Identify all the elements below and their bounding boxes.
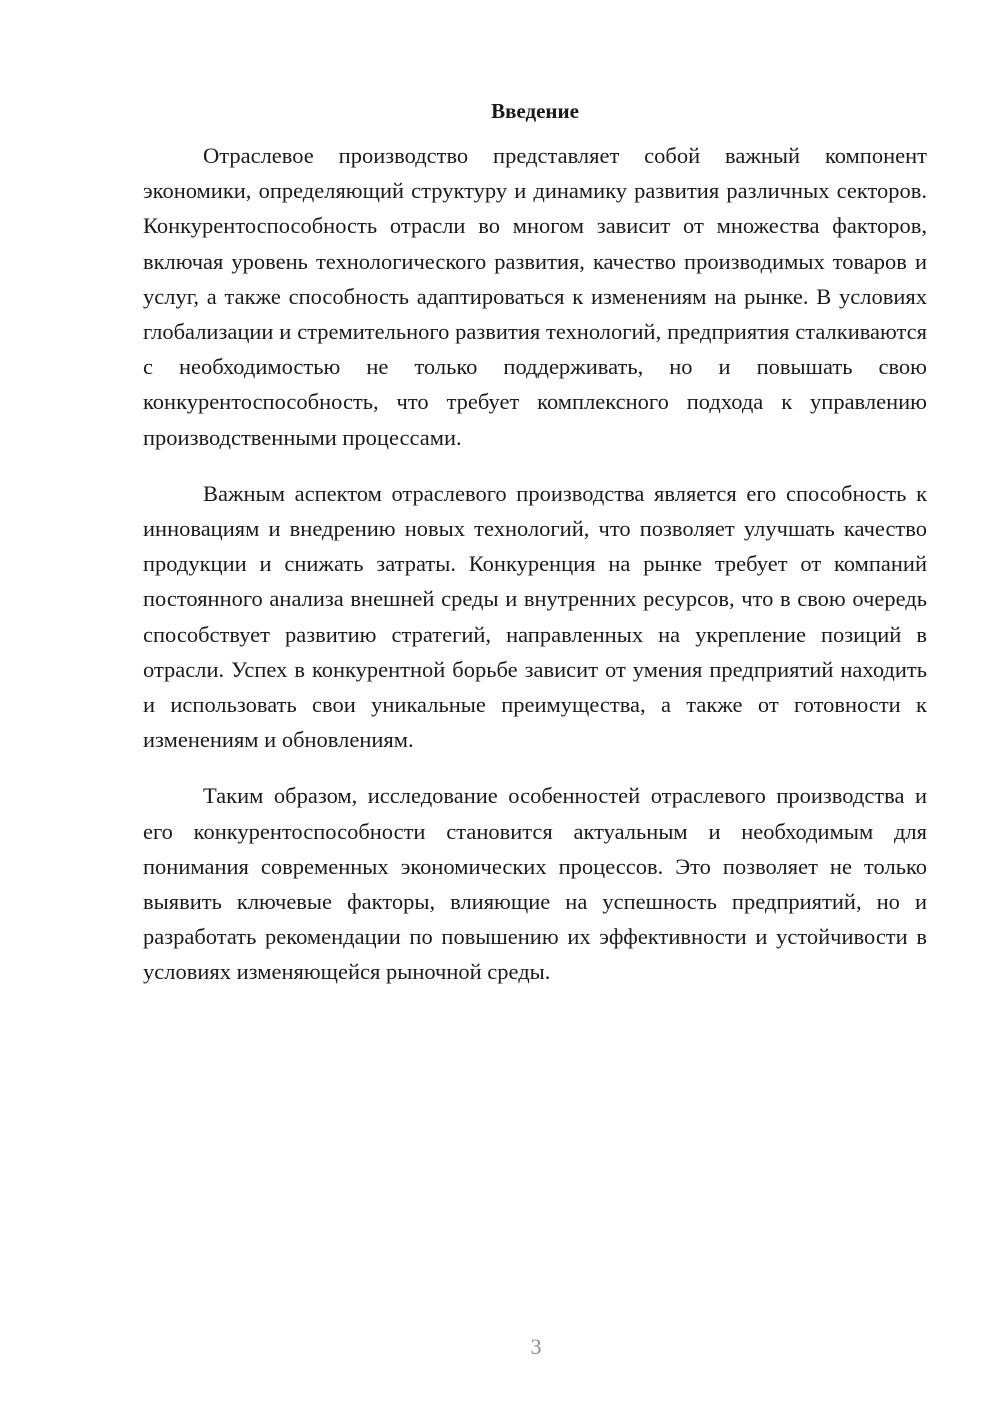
page-number: 3: [530, 1334, 542, 1359]
paragraph-3: Таким образом, исследование особенностей отраслевого производства и его конкурентоспособности становится актуальным и необходимым для понимания современных экономических процессов. Это позволяет не только выявить ключевые факторы, влияющие на успешность предприятий, но и разработать рекомендации по повышению их эффективности и устойчивости в условиях изменяющейся рыночной среды.: [143, 783, 927, 985]
paragraph-1: Отраслевое производство представляет собой важный компонент экономики, определяющий структуру и динамику развития различных секторов. Конкурентоспособность отрасли во многом зависит от множества факторов, включая уровень технологического развития, качество производимых товаров и услуг, а также способность адаптироваться к изменениям на рынке. В условиях глобализации и стремительного развития технологий, предприятия сталкиваются с необходимостью не только поддерживать, но и повышать свою конкурентоспособность, что требует комплексного подхода к управлению производственными процессами.: [143, 143, 927, 450]
section-heading: Введение: [491, 99, 579, 123]
page-body: [143, 96, 927, 990]
paragraph-2: Важным аспектом отраслевого производства является его способность к инновациям и внедрению новых технологий, что позволяет улучшать качество продукции и снижать затраты. Конкуренция на рынке требует от компаний постоянного анализа внешней среды и внутренних ресурсов, что в свою очередь способствует развитию стратегий, направленных на укрепление позиций в отрасли. Успех в конкурентной борьбе зависит от умения предприятий находить и использовать свои уникальные преимущества, а также от готовности к изменениям и обновлениям.: [143, 480, 927, 753]
